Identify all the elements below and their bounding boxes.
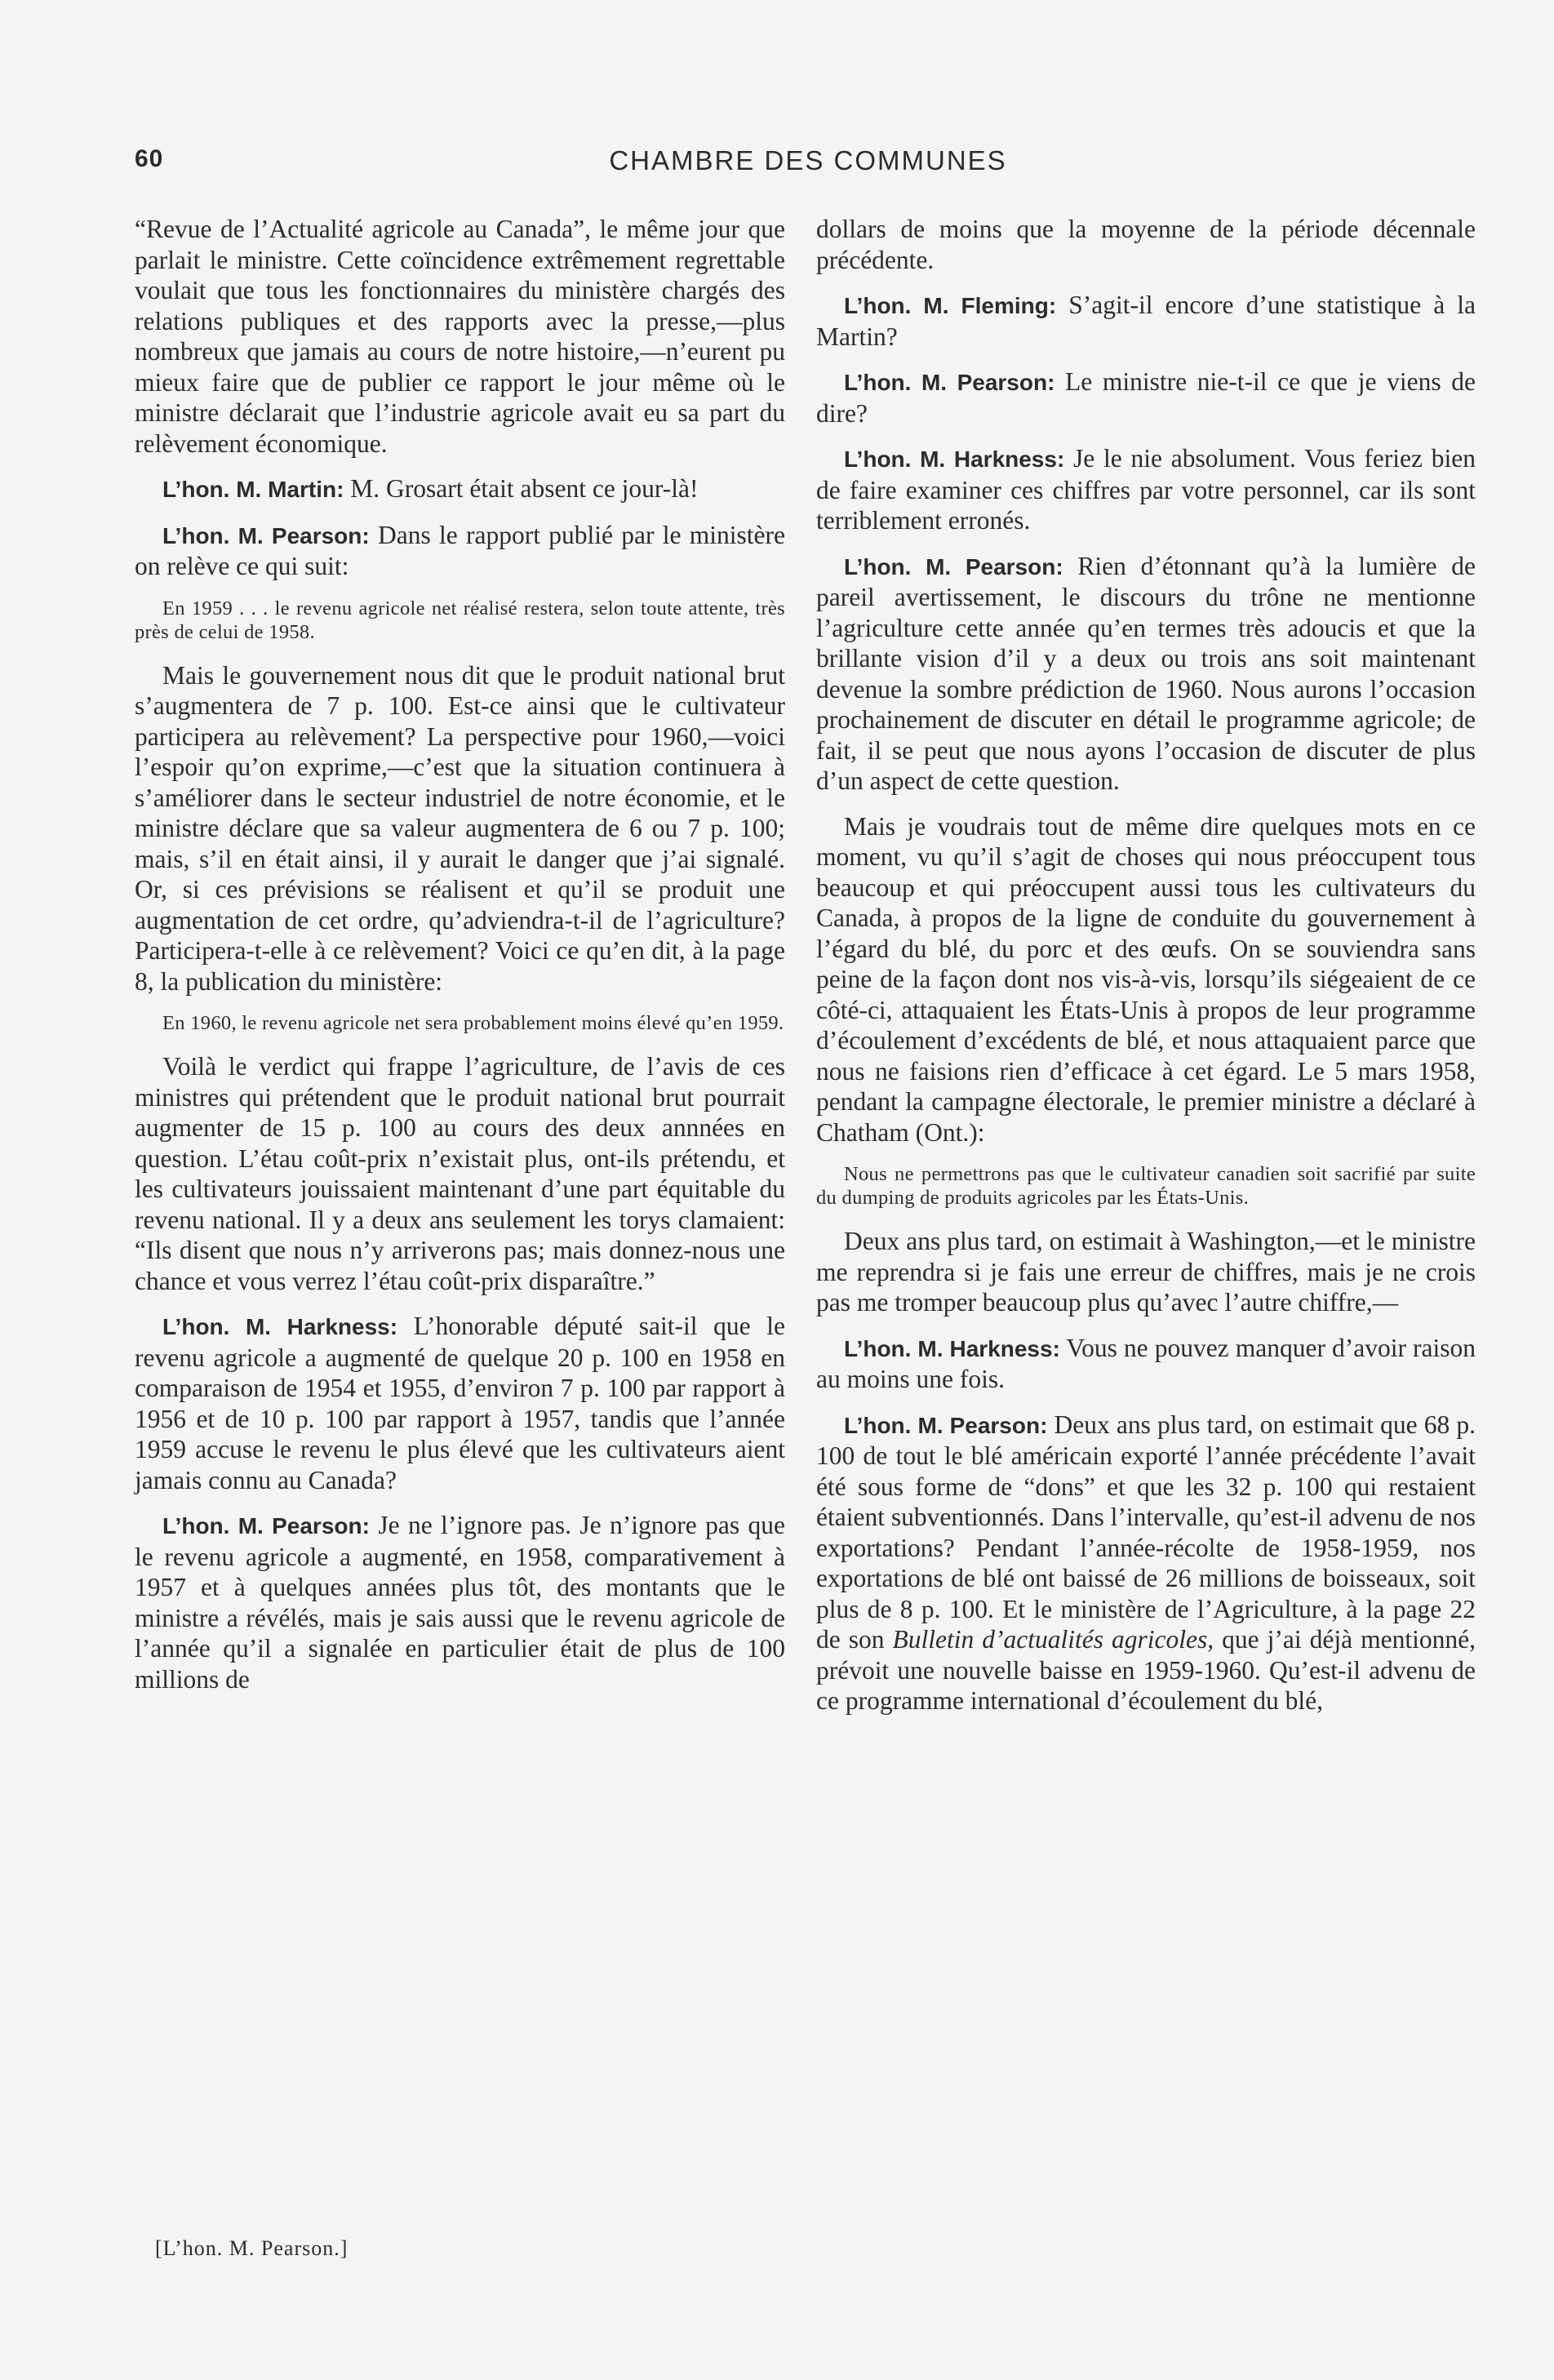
left-column — [135, 214, 785, 1709]
speaker-name: L’hon. M. Martin: — [162, 477, 344, 502]
paragraph: Deux ans plus tard, on estimait à Washington,—et le ministre me reprendra si je fais une erreur de chiffres, mais je ne crois pas me tromper beaucoup plus qu’avec l’autre chiffre,— — [816, 1227, 1476, 1317]
block-quote: En 1959 . . . le revenu agricole net réalisé restera, selon toute attente, très près de celui de 1958. — [135, 597, 785, 643]
speaker-name: L’hon. M. Pearson: — [162, 1513, 370, 1539]
speech-text: que j’ai déjà mentionné, prévoit une nouvelle baisse en 1959-1960. Qu’est-il advenu de ce programme international d’écoulement du blé, — [816, 1625, 1476, 1715]
speech-text: Deux ans plus tard, on estimait que 68 p. 100 de tout le blé américain exporté l’année précédente l’avait été sous forme de “dons” et que les 32 p. 100 qui restaient étaient subventionnés. Dans l’intervalle, qu’est-il advenu de nos exportations? Pendant l’année-récolte de 1958-1959, nos exportations de blé ont baissé de 26 millions de boisseaux, soit plus de 8 p. 100. Et le ministère de l’Agriculture, à la page 22 de son — [816, 1410, 1476, 1654]
paragraph — [816, 551, 1476, 797]
speaker-name: L’hon. M. Pearson: — [844, 1412, 1048, 1438]
block-quote: En 1960, le revenu agricole net sera probablement moins élevé qu’en 1959. — [162, 1012, 784, 1034]
paragraph — [816, 290, 1476, 352]
publication-title: Bulletin d’actualités agricoles, — [892, 1625, 1214, 1654]
paragraph: Mais le gouvernement nous dit que le produit national brut s’augmentera de 7 p. 100. Est-ce ainsi que le cultivateur participera au relèvement? La perspective pour 1960,—voici l’espoir qu’on exprime,—c’est que la situation continuera à s’améliorer dans le secteur industriel de notre économie, et le ministre déclare que sa valeur augmentera de 6 ou 7 p. 100; mais, s’il en était ainsi, il y aurait le danger que j’ai signalé. Or, si ces prévisions se réalisent et qu’il se produit une augmentation de cet ordre, qu’adviendra-t-il de l’agriculture? Participera-t-elle à ce relèvement? Voici ce qu’en dit, à la page 8, la publication du ministère: — [135, 660, 785, 996]
speech-text: Dans le rapport publié par le ministère on relève ce qui suit: — [135, 520, 785, 580]
right-column — [816, 214, 1476, 1731]
paragraph: “Revue de l’Actualité agricole au Canada”, le même jour que parlait le ministre. Cette coïncidence extrêmement regrettable voulait que tous les fonctionnaires du ministère chargés des relations publiques et des rapports avec la presse,—plus nombreux que jamais au cours de notre histoire,—n’eurent pu mieux faire que de publier ce rapport le jour même où le ministre déclarait que l’industrie agricole avait eu sa part du relèvement économique. — [135, 215, 785, 458]
block-quote: Nous ne permettrons pas que le cultivateur canadien soit sacrifié par suite du dumping de produits agricoles par les États-Unis. — [816, 1163, 1476, 1209]
running-title: CHAMBRE DES COMMUNES — [609, 145, 1007, 175]
speaker-name: L’hon. M. Harkness: — [844, 446, 1065, 472]
paragraph: Voilà le verdict qui frappe l’agriculture, de l’avis de ces ministres qui prétendent que le produit national brut pourrait augmenter de 15 p. 100 au cours des deux annnées en question. L’étau coût-prix n’existait plus, ont-ils prétendu, et les cultivateurs jouissaient maintenant d’une part équitable du revenu national. Il y a deux ans seulement les torys clamaient: “Ils disent que nous n’y arriverons pas; mais donnez-nous une chance et vous verrez l’étau coût-prix disparaître.” — [135, 1052, 785, 1295]
paragraph — [135, 1510, 785, 1694]
paragraph — [135, 1311, 785, 1495]
speech-text: Le ministre nie-t-il ce que je viens de dire? — [816, 367, 1476, 428]
paragraph: dollars de moins que la moyenne de la période décennale précédente. — [816, 215, 1476, 274]
speech-text: M. Grosart était absent ce jour-là! — [344, 474, 699, 503]
speaker-footnote: [L’hon. M. Pearson.] — [155, 2236, 349, 2260]
speaker-name: L’hon. M. Harkness: — [162, 1314, 398, 1339]
speaker-name: L’hon. M. Fleming: — [844, 293, 1057, 318]
speech-text: S’agit-il encore d’une statistique à la Martin? — [816, 291, 1476, 351]
speaker-name: L’hon. M. Pearson: — [844, 553, 1063, 579]
page-header — [135, 145, 1481, 186]
paragraph — [816, 1410, 1476, 1716]
speech-text: L’honorable député sait-il que le revenu agricole a augmenté de quelque 20 p. 100 en 1958 en comparaison de 1954 et 1955, d’environ 7 p. 100 par rapport à 1956 et de 10 p. 100 par rapport à 1957, tandis que l’année 1959 accuse le revenu le plus élevé que les cultivateurs aient jamais connu au Canada? — [135, 1312, 785, 1494]
speech-text: Rien d’étonnant qu’à la lumière de pareil avertissement, le discours du trône ne mentionne l’agriculture cette année qu’en termes très adoucis et que la brillante vision d’il y a deux ou trois ans soit maintenant devenue la sombre prédiction de 1960. Nous aurons l’occasion prochainement de discuter en détail le programme agricole; de fait, il se peut que nous ayons l’occasion de discuter de plus d’un aspect de cette question. — [816, 551, 1476, 795]
paragraph — [816, 443, 1476, 536]
paragraph — [816, 1333, 1476, 1395]
paragraph — [816, 366, 1476, 428]
paragraph — [135, 473, 785, 505]
speaker-name: L’hon. M. Pearson: — [844, 370, 1055, 395]
speech-text: Je ne l’ignore pas. Je n’ignore pas que le revenu agricole a augmenté, en 1958, comparativement à 1957 et à quelques années plus tôt, des montants que le ministre a révélés, mais je sais aussi que le revenu agricole de l’année qu’il a signalée en particulier était de plus de 100 millions de — [135, 1511, 785, 1694]
speech-text: Vous ne pouvez manquer d’avoir raison au moins une fois. — [816, 1333, 1476, 1393]
speaker-name: L’hon. M. Harkness: — [844, 1335, 1060, 1361]
speech-text: Je le nie absolument. Vous feriez bien de faire examiner ces chiffres par votre personnel, car ils sont terriblement erronés. — [816, 444, 1476, 535]
paragraph: Mais je voudrais tout de même dire quelques mots en ce moment, vu qu’il s’agit de choses qui nous préoccupent tous beaucoup et qui préoccupent aussi tous les cultivateurs du Canada, à propos de la ligne de conduite du gouvernement à l’égard du blé, du porc et des œufs. On se souviendra sans peine de la façon dont nos vis-à-vis, lorsqu’ils siégeaient de ce côté-ci, attaquaient les États-Unis à propos de leur programme d’écoulement d’excédents de blé, et nous attaquaient parce que nous ne faisions rien d’efficace à cet égard. Le 5 mars 1958, pendant la campagne électorale, le premier ministre a déclaré à Chatham (Ont.): — [816, 811, 1476, 1147]
page-number: 60 — [135, 145, 164, 172]
speaker-name: L’hon. M. Pearson: — [162, 522, 370, 548]
paragraph — [135, 520, 785, 582]
